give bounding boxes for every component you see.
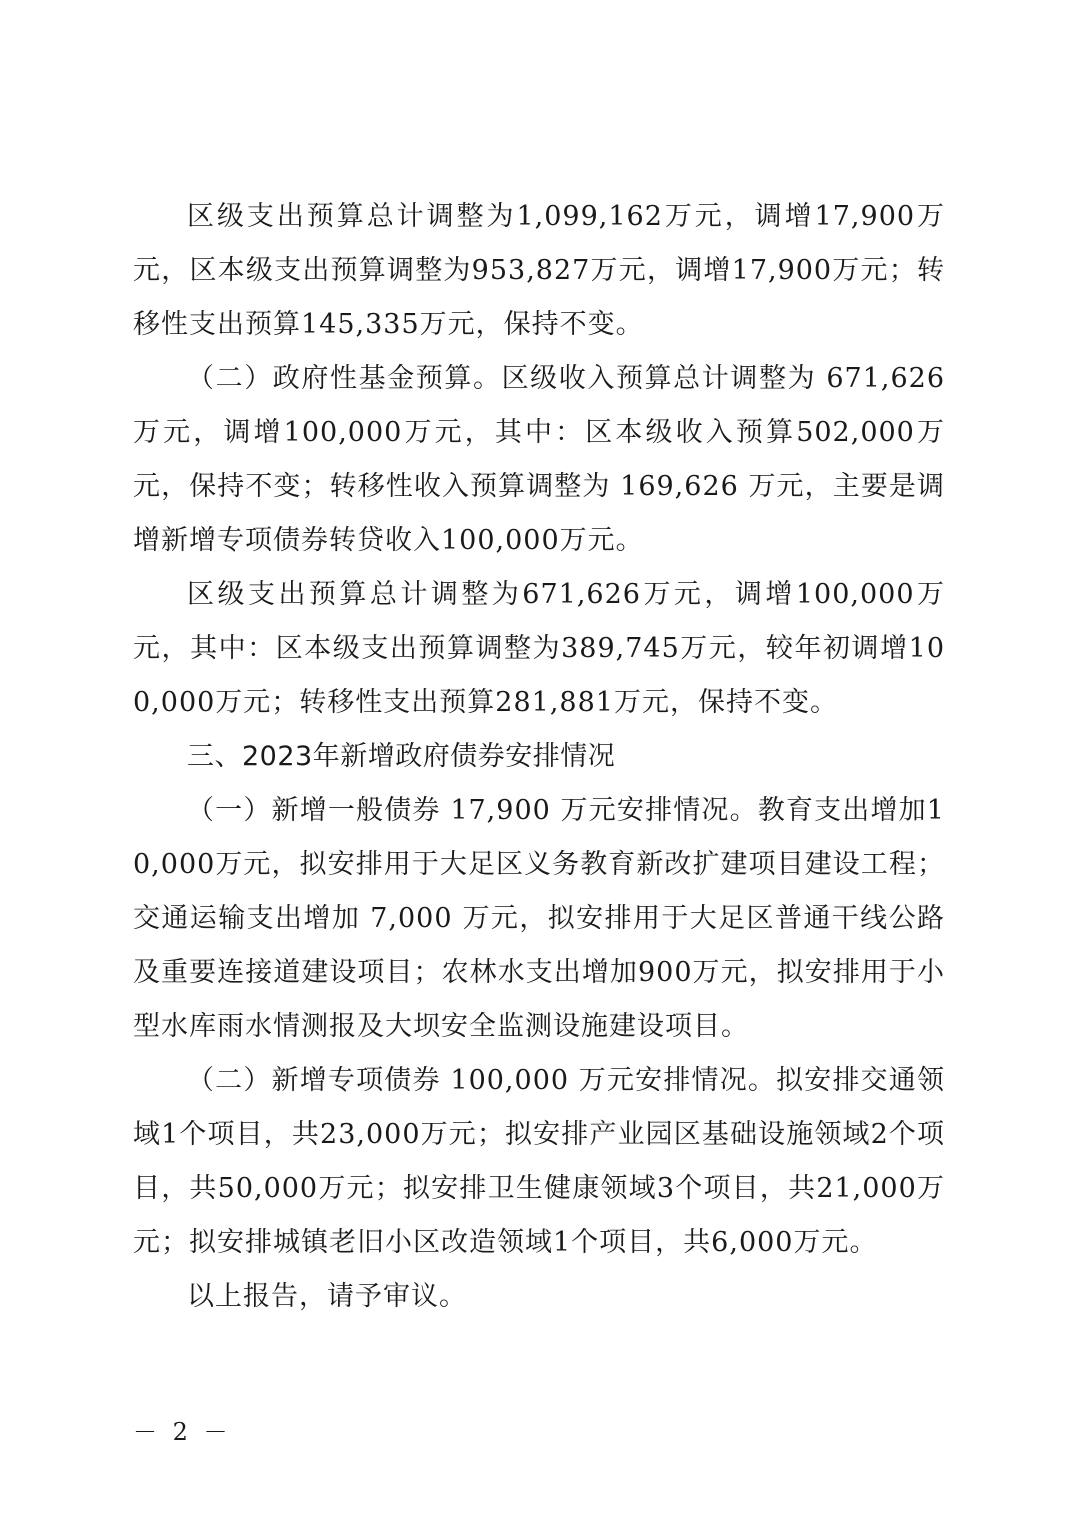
paragraph-fund-budget-expenditure: 区级支出预算总计调整为671,626万元，调增100,000万元，其中：区本级支出预算调整为389,745万元，较年初调增100,000万元；转移性支出预算281,881万元，保持不变。 bbox=[133, 579, 945, 718]
document-body bbox=[133, 190, 945, 1324]
page-number: － 2 － bbox=[133, 1418, 232, 1446]
section-heading-bonds: 三、2023年新增政府债券安排情况 bbox=[187, 741, 616, 772]
paragraph-closing: 以上报告，请予审议。 bbox=[187, 1281, 467, 1312]
paragraph-expenditure-general: 区级支出预算总计调整为1,099,162万元，调增17,900万元，区本级支出预算调整为953,827万元，调增17,900万元；转移性支出预算145,335万元，保持不变。 bbox=[133, 201, 945, 340]
paragraph-general-bonds: （一）新增一般债券 17,900 万元安排情况。教育支出增加10,000万元，拟安排用于大足区义务教育新改扩建项目建设工程；交通运输支出增加 7,000 万元，拟安排用于大足区普通干线公路及重要连接道建设项目；农林水支出增加900万元，拟安排用于小型水库雨水情测报及大坝安全监测设施建设项目。 bbox=[133, 795, 945, 1042]
paragraph-fund-budget-income: （二）政府性基金预算。区级收入预算总计调整为 671,626万元，调增100,000万元，其中：区本级收入预算502,000万元，保持不变；转移性收入预算调整为 169,626 万元，主要是调增新增专项债券转贷收入100,000万元。 bbox=[133, 363, 945, 556]
paragraph-special-bonds: （二）新增专项债券 100,000 万元安排情况。拟安排交通领域1个项目，共23,000万元；拟安排产业园区基础设施领域2个项目，共50,000万元；拟安排卫生健康领域3个项目，共21,000万元；拟安排城镇老旧小区改造领域1个项目，共6,000万元。 bbox=[133, 1065, 945, 1258]
